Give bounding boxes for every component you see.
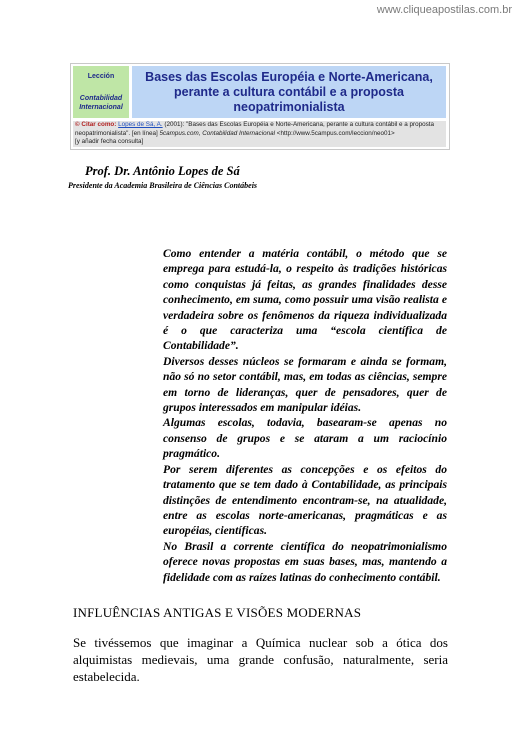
citation-url[interactable]: <http://www.5campus.com/leccion/neo01>: [275, 129, 395, 137]
quote-paragraph: Como entender a matéria contábil, o método que se emprega para estudá-la, o respeito às tradições históricas como conquistas já feitas, as grandes finalidades desse conhecimento, em suma, como possuir uma visão realista e verdadeira sobre os fenômenos da riqueza individualizada é o que caracteriza uma “escola científica de Contabilidade”.: [163, 247, 447, 353]
add-date-link[interactable]: [y añadir fecha consulta]: [75, 138, 144, 146]
author-name: Prof. Dr. Antônio Lopes de Sá: [85, 164, 240, 178]
citation-text: (2001): "Bases das Escolas Européia e Norte-Americana, perante a cultura contábil e a proposta neopatrimonialista". [en línea]: [75, 121, 435, 137]
copyright-icon: ©: [75, 121, 80, 128]
citation-author-link[interactable]: Lopes de Sá, A.: [118, 121, 163, 128]
abstract-quote: [163, 246, 447, 585]
site-url[interactable]: www.cliqueapostilas.com.br: [376, 4, 512, 16]
quote-paragraph: Algumas escolas, todavia, basearam-se apenas no consenso de grupos e se ataram a um raciocínio pragmático.: [163, 416, 447, 461]
lesson-header: [70, 63, 450, 150]
quote-paragraph: Diversos desses núcleos se formaram e ainda se formam, não só no setor contábil, mas, em todas as ciências, sempre em torno de lideranças, quer de pensadores, quer de grupos interessados em manipular idéias.: [163, 354, 447, 415]
citation-box: [73, 121, 446, 147]
author-block: [68, 164, 257, 190]
quote-paragraph: Por serem diferentes as concepções e os efeitos do tratamento que se tem dado à Contabilidade, as principais distinções de entendimento encontram-se, na atualidade, entre as escolas norte-americanas, pragmáticas e as européias, científicas.: [163, 462, 447, 538]
citation-label-text: Citar como:: [81, 121, 117, 128]
lesson-title-cell: [132, 66, 446, 118]
body-paragraph: Se tivéssemos que imaginar a Química nuclear sob a ótica dos alquimistas medievais, uma grande confusão, naturalmente, seria estabelecida.: [73, 635, 448, 684]
lesson-label: Lección: [87, 73, 115, 80]
lesson-subject: Contabilidad Internacional: [79, 95, 123, 111]
citation-source: 5campus.com, Contabilidad Internacional: [159, 129, 276, 137]
section-heading: INFLUÊNCIAS ANTIGAS E VISÕES MODERNAS: [73, 605, 362, 620]
lesson-title: Bases das Escolas Européia e Norte-Americana, perante a cultura contábil e a proposta neopatrimonialista: [145, 69, 433, 114]
citation-label: [75, 121, 116, 128]
quote-paragraph: No Brasil a corrente científica do neopatrimonialismo oferece novas propostas em suas bases, mas, mantendo a fidelidade com as raízes latinas do conhecimento contábil.: [163, 539, 447, 584]
author-role: Presidente da Academia Brasileira de Ciências Contábeis: [68, 181, 258, 190]
lesson-badge: [73, 66, 129, 118]
